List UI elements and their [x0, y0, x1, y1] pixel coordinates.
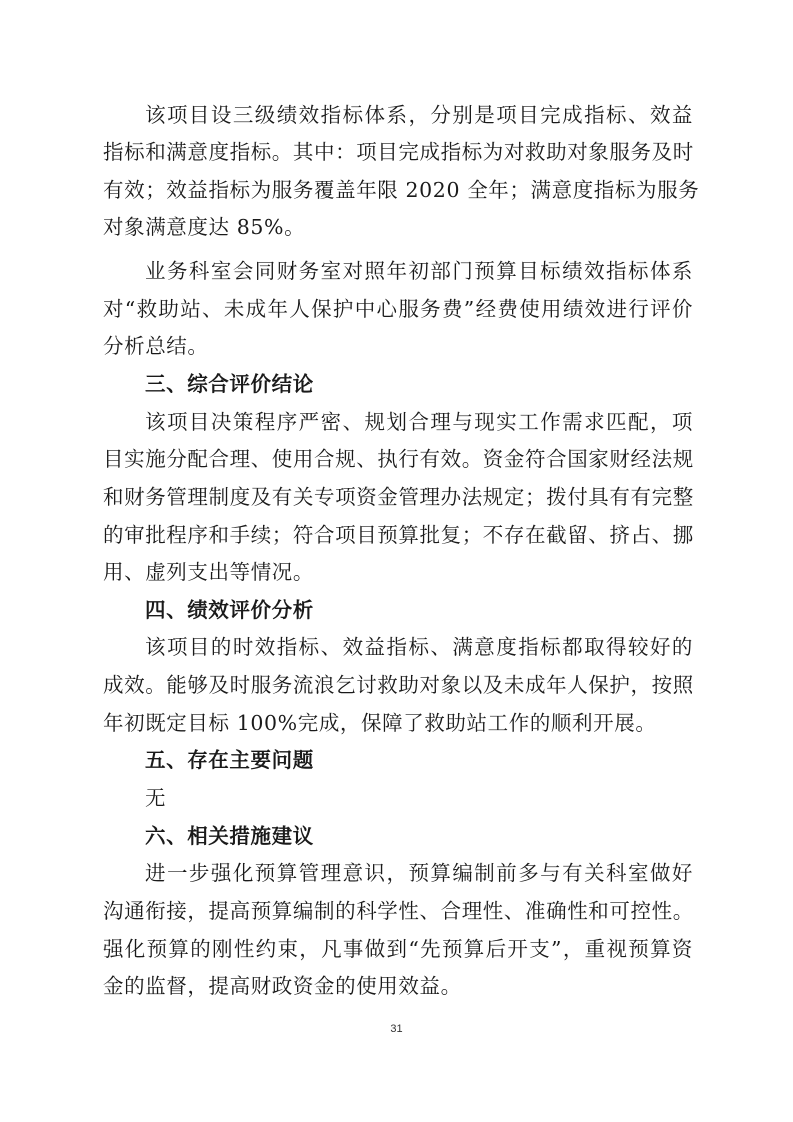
- paragraph-line: 业务科室会同财务室对照年初部门预算目标绩效指标体系: [145, 259, 693, 283]
- section-heading: 五、存在主要问题: [145, 748, 314, 772]
- paragraph-line: 分析总结。: [103, 334, 209, 358]
- paragraph-line: 该项目的时效指标、效益指标、满意度指标都取得较好的: [145, 635, 693, 659]
- paragraph-line: 进一步强化预算管理意识，预算编制前多与有关科室做好: [145, 861, 693, 885]
- paragraph-line: 有效；效益指标为服务覆盖年限 2020 全年；满意度指标为服务: [103, 178, 700, 202]
- paragraph-line: 金的监督，提高财政资金的使用效益。: [103, 974, 462, 998]
- paragraph-line: 对“救助站、未成年人保护中心服务费”经费使用绩效进行评价: [103, 297, 693, 321]
- paragraph-line: 无: [145, 786, 167, 810]
- section-heading: 四、绩效评价分析: [145, 598, 314, 622]
- paragraph-line: 和财务管理制度及有关专项资金管理办法规定；拨付具有有完整: [103, 485, 694, 509]
- section-heading: 六、相关措施建议: [145, 824, 314, 848]
- page-number: 31: [390, 1023, 403, 1035]
- paragraph-line: 沟通衔接，提高预算编制的科学性、合理性、准确性和可控性。: [103, 899, 694, 923]
- paragraph-line: 对象满意度达 85%。: [103, 215, 306, 239]
- paragraph-line: 用、虚列支出等情况。: [103, 560, 314, 584]
- paragraph-line: 年初既定目标 100%完成，保障了救助站工作的顺利开展。: [103, 711, 657, 735]
- paragraph-line: 目实施分配合理、使用合规、执行有效。资金符合国家财经法规: [103, 447, 694, 471]
- paragraph-line: 指标和满意度指标。其中：项目完成指标为对救助对象服务及时: [103, 140, 694, 164]
- paragraph-line: 强化预算的刚性约束，凡事做到“先预算后开支”，重视预算资: [103, 937, 693, 961]
- paragraph-line: 该项目设三级绩效指标体系，分别是项目完成指标、效益: [145, 103, 693, 127]
- paragraph-line: 该项目决策程序严密、规划合理与现实工作需求匹配，项: [145, 410, 693, 434]
- paragraph-line: 的审批程序和手续；符合项目预算批复；不存在截留、挤占、挪: [103, 523, 694, 547]
- section-heading: 三、综合评价结论: [145, 372, 314, 396]
- paragraph-line: 成效。能够及时服务流浪乞讨救助对象以及未成年人保护，按照: [103, 673, 694, 697]
